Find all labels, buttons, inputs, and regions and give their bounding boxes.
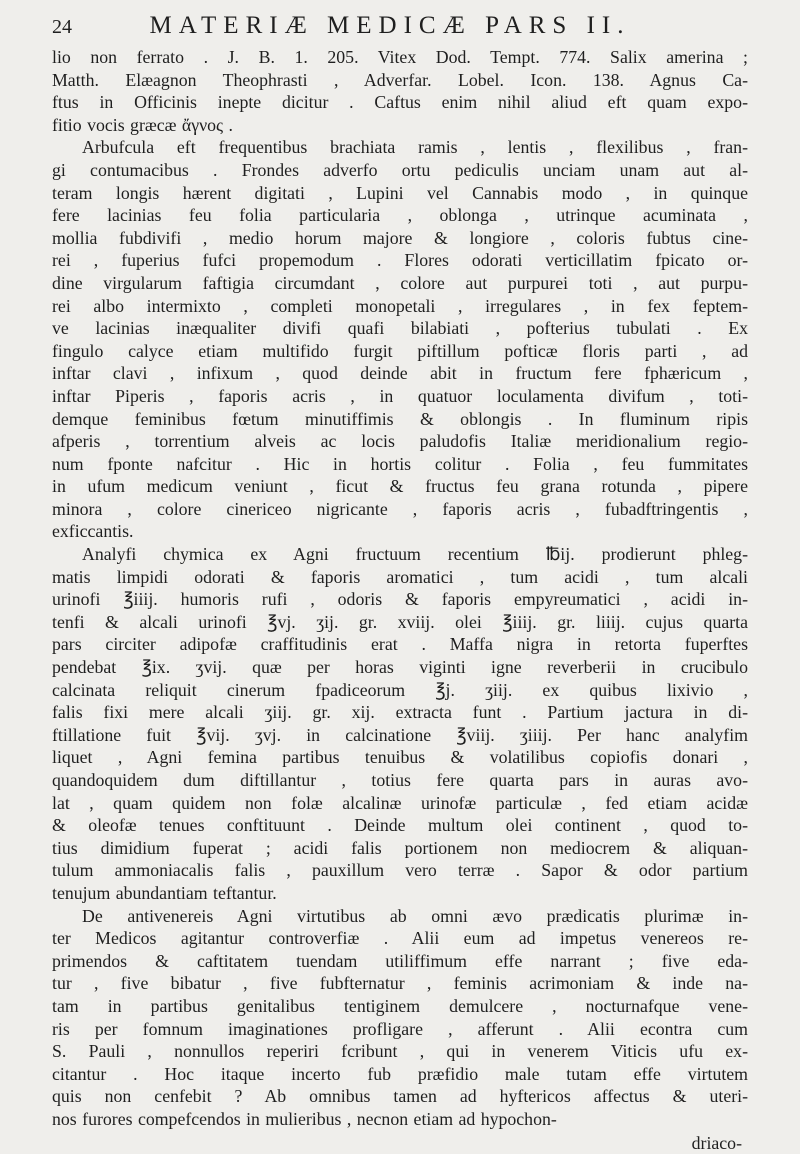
text-line: rei , fuperius fufci propemodum . Flores odorati verticillatim fpicato or- [52,250,748,271]
text-line: tenfi & alcali urinofi ℥vj. ʒij. gr. xviij. olei ℥iiij. gr. liiij. cujus quarta [52,611,748,632]
text-line: ve lacinias inæqualiter divifi quafi bilabiati , pofterius tubulati . Ex [52,318,748,339]
text-line: Arbufcula eft frequentibus brachiata ramis , lentis , flexilibus , fran- [82,137,748,158]
text-line: exficcantis. [52,521,134,542]
text-line: lat , quam quidem non folæ alcalinæ urinofæ particulæ , fed etiam acidæ [52,792,748,813]
text-line: gi contumacibus . Frondes adverfo ortu pediculis unciam unam aut al- [52,159,748,180]
text-line: fitio vocis græcæ ἄγνος . [52,114,233,135]
text-line: rei albo intermixto , completi monopetali , irregulares , in fex feptem- [52,295,748,316]
text-line: dine virgularum faftigia circumdant , colore aut purpurei toti , aut purpu- [52,272,748,293]
text-line: mollia fubdivifi , medio horum majore & longiore , coloris fubtus cine- [52,227,748,248]
text-line: afperis , torrentium alveis ac locis paludofis Italiæ meridionalium regio- [52,431,748,452]
page-number: 24 [52,16,72,38]
text-line: & oleofæ tenues conftituunt . Deinde multum olei continent , quod to- [52,815,748,836]
text-line: tur , five bibatur , five fubfternatur , feminis acrimoniam & inde na- [52,973,748,994]
text-line: in ufum medicum veniunt , ficut & fructus feu grana rotunda , pipere [52,476,748,497]
catchword: driaco- [691,1132,742,1153]
text-line: De antivenereis Agni virtutibus ab omni ævo prædicatis plurimæ in- [82,905,748,926]
text-line: inftar Piperis , faporis acris , in quatuor loculamenta divifum , toti- [52,385,748,406]
text-line: pendebat ℥ix. ʒvij. quæ per horas viginti igne reverberii in crucibulo [52,657,748,678]
text-line: lio non ferrato . J. B. 1. 205. Vitex Dod. Tempt. 774. Salix amerina ; [52,47,748,67]
page-header [52,12,748,46]
body-text [52,46,748,1131]
text-line: tius dimidium fuperat ; acidi falis portionem non mediocrem & aliquan- [52,837,748,858]
text-line: calcinata reliquit cinerum fpadiceorum ℥j. ʒiij. ex quibus lixivio , [52,679,748,700]
text-line: fere lacinias feu folia particularia , oblonga , utrinque acuminata , [52,205,748,226]
text-line: nos furores compefcendos in mulieribus , necnon etiam ad hypochon- [52,1108,557,1129]
text-line: tenujum abundantiam teftantur. [52,882,277,903]
running-head: MATERIÆ MEDICÆ PARS II. [149,12,631,39]
text-line: Matth. Elæagnon Theophrasti , Adverfar. Lobel. Icon. 138. Agnus Ca- [52,69,748,90]
text-line: ris per fomnum imaginationes profligare , afferunt . Alii econtra cum [52,1018,748,1039]
text-line: fingulo calyce etiam multifido furgit piftillum pofticæ floris parti , ad [52,340,748,361]
text-line: citantur . Hoc itaque incerto fub præfidio male tutam effe virtutem [52,1063,748,1084]
text-line: teram longis hærent digitati , Lupini vel Cannabis modo , in quinque [52,182,748,203]
text-line: ftillatione fuit ℥vij. ʒvj. in calcinatione ℥viij. ʒiiij. Per hanc analyfim [52,724,748,745]
text-line: falis fixi mere alcali ʒiij. gr. xij. extracta funt . Partium jactura in di- [52,702,748,723]
text-line: liquet , Agni femina partibus tenuibus & volatilibus copiofis donari , [52,747,748,768]
text-line: pars circiter adipofæ craffitudinis erat . Maffa nigra in retorta fuperftes [52,634,748,655]
text-line: tulum ammoniacalis falis , pauxillum vero terræ . Sapor & odor partium [52,860,748,881]
text-line: inftar clavi , infixum , quod deinde abit in fructum fere fphæricum , [52,363,748,384]
text-line: tam in partibus genitalibus tentiginem demulcere , nocturnafque vene- [52,995,748,1016]
text-line: demque feminibus fœtum minutiffimis & oblongis . In fluminum ripis [52,408,748,429]
text-line: ter Medicos agitantur controverfiæ . Alii eum ad impetus venereos re- [52,928,748,949]
text-line: primendos & caftitatem tuendam utiliffimum effe narrant ; five eda- [52,950,748,971]
text-line: num fponte nafcitur . Hic in hortis colitur . Folia , feu fummitates [52,453,748,474]
text-line: minora , colore cinericeo nigricante , faporis acris , fubadftringentis , [52,498,748,519]
text-line: quis non cenfebit ? Ab omnibus tamen ad hyftericos affectus & uteri- [52,1086,748,1107]
text-line: Analyfi chymica ex Agni fructuum recentium ℔ij. prodierunt phleg- [82,544,748,565]
text-line: urinofi ℥iiij. humoris rufi , odoris & faporis empyreumatici , acidi in- [52,589,748,610]
text-line: S. Pauli , nonnullos reperiri fcribunt , qui in venerem Viticis ufu ex- [52,1041,748,1062]
text-line: ftus in Officinis inepte dicitur . Caftus enim nihil aliud eft quam expo- [52,92,748,113]
text-line: matis limpidi odorati & faporis aromatici , tum acidi , tum alcali [52,566,748,587]
text-line: quandoquidem dum diftillantur , totius fere quarta pars in auras avo- [52,770,748,790]
